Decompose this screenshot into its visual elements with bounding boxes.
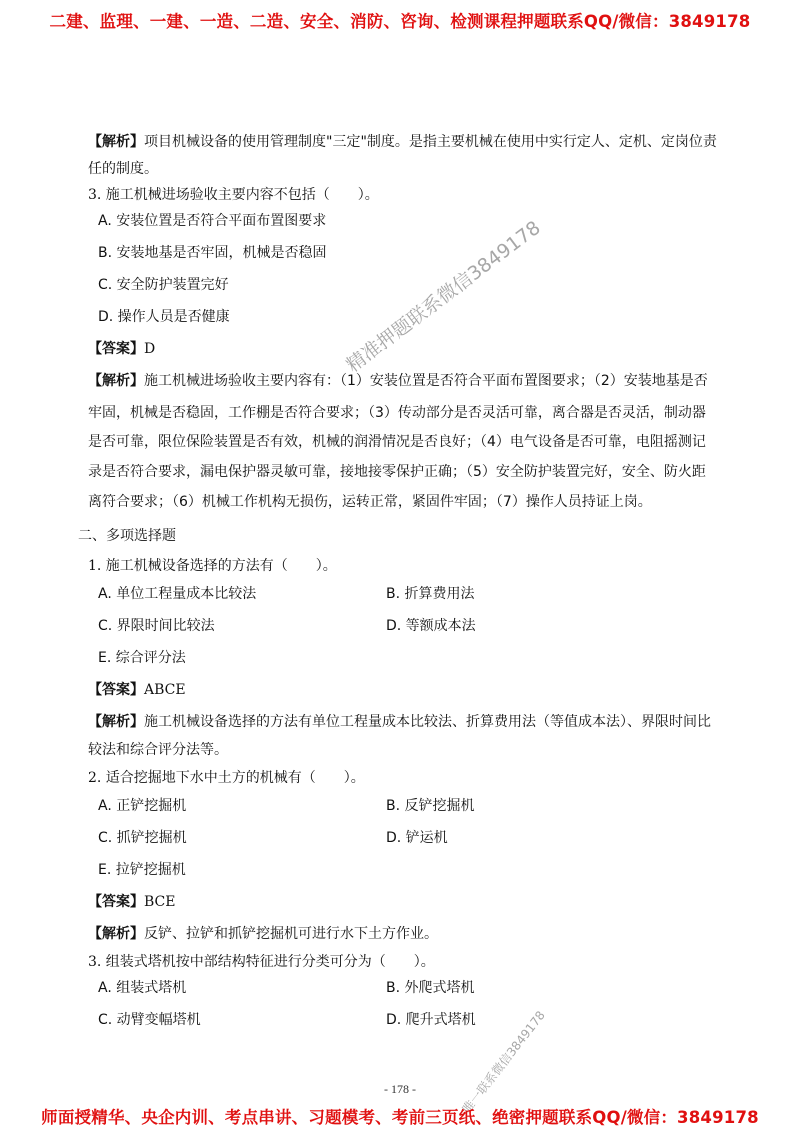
option-a: A. 安装位置是否符合平面布置图要求 <box>98 213 327 229</box>
analysis-line-5: 离符合要求；（6）机械工作机构无损伤，运转正常，紧固件牢固；（7）操作人员持证上岗。 <box>88 494 652 510</box>
analysis-line-2: 较法和综合评分法等。 <box>88 742 228 758</box>
option-d: D. 铲运机 <box>386 830 448 846</box>
option-a: A. 正铲挖掘机 <box>98 798 187 814</box>
analysis-tag: 【解析】 <box>88 714 144 730</box>
option-a: A. 单位工程量成本比较法 <box>98 586 257 602</box>
option-c: C. 界限时间比较法 <box>98 618 215 634</box>
analysis-line-1 <box>88 371 708 391</box>
answer-value: ABCE <box>144 682 186 698</box>
option-b: B. 折算费用法 <box>386 586 475 602</box>
analysis-line-2: 牢固，机械是否稳固，工作棚是否符合要求；（3）传动部分是否灵活可靠，离合器是否灵活，制动器 <box>88 405 706 421</box>
analysis-tag: 【解析】 <box>88 134 144 150</box>
answer-value: BCE <box>144 894 176 910</box>
option-d: D. 爬升式塔机 <box>386 1012 476 1028</box>
question-stem: 1. 施工机械设备选择的方法有（ ）。 <box>88 558 337 574</box>
option-e: E. 拉铲挖掘机 <box>98 862 186 878</box>
option-b: B. 安装地基是否牢固，机械是否稳固 <box>98 245 327 261</box>
watermark-bottom: 唯一联系微信3849178 <box>459 1008 548 1116</box>
answer-line <box>88 892 175 912</box>
bottom-promo-banner: 师面授精华、央企内训、考点串讲、习题模考、考前三页纸、绝密押题联系QQ/微信：3849178 <box>41 1108 759 1127</box>
section-title: 二、多项选择题 <box>78 528 176 544</box>
option-d: D. 操作人员是否健康 <box>98 309 230 325</box>
question-stem: 3. 施工机械进场验收主要内容不包括（ ）。 <box>88 187 379 203</box>
question-stem: 3. 组装式塔机按中部结构特征进行分类可分为（ ）。 <box>88 954 435 970</box>
analysis-tag: 【解析】 <box>88 373 144 389</box>
prev-analysis-line-2: 任的制度。 <box>88 161 158 177</box>
analysis-text: 施工机械设备选择的方法有单位工程量成本比较法、折算费用法（等值成本法）、界限时间比 <box>144 714 711 730</box>
analysis-line-3: 是否可靠，限位保险装置是否有效，机械的润滑情况是否良好；（4）电气设备是否可靠，电阻摇测记 <box>88 434 706 450</box>
option-b: B. 外爬式塔机 <box>386 980 475 996</box>
option-a: A. 组装式塔机 <box>98 980 187 996</box>
option-c: C. 抓铲挖掘机 <box>98 830 187 846</box>
answer-value: D <box>144 341 156 357</box>
option-d: D. 等额成本法 <box>386 618 476 634</box>
top-promo-banner: 二建、监理、一建、一造、二造、安全、消防、咨询、检测课程押题联系QQ/微信：3849178 <box>49 12 751 31</box>
analysis-line-1 <box>88 924 438 944</box>
answer-line <box>88 339 155 359</box>
answer-line <box>88 680 186 700</box>
option-c: C. 安全防护装置完好 <box>98 277 229 293</box>
analysis-text: 反铲、拉铲和抓铲挖掘机可进行水下土方作业。 <box>144 926 438 942</box>
option-b: B. 反铲挖掘机 <box>386 798 475 814</box>
analysis-text: 项目机械设备的使用管理制度"三定"制度。是指主要机械在使用中实行定人、定机、定岗位责 <box>144 134 717 150</box>
page-number: - 178 - <box>384 1082 416 1096</box>
question-stem: 2. 适合挖掘地下水中土方的机械有（ ）。 <box>88 770 365 786</box>
answer-tag: 【答案】 <box>88 341 144 357</box>
watermark-center: 精准押题联系微信3849178 <box>342 216 545 377</box>
analysis-tag: 【解析】 <box>88 926 144 942</box>
answer-tag: 【答案】 <box>88 894 144 910</box>
option-c: C. 动臂变幅塔机 <box>98 1012 201 1028</box>
option-e: E. 综合评分法 <box>98 650 186 666</box>
answer-tag: 【答案】 <box>88 682 144 698</box>
analysis-text: 施工机械进场验收主要内容有：（1）安装位置是否符合平面布置图要求；（2）安装地基是否 <box>144 373 708 389</box>
prev-analysis-line-1 <box>88 132 717 152</box>
analysis-line-4: 录是否符合要求，漏电保护器灵敏可靠，接地接零保护正确；（5）安全防护装置完好，安全、防火距 <box>88 464 706 480</box>
analysis-line-1 <box>88 712 711 732</box>
